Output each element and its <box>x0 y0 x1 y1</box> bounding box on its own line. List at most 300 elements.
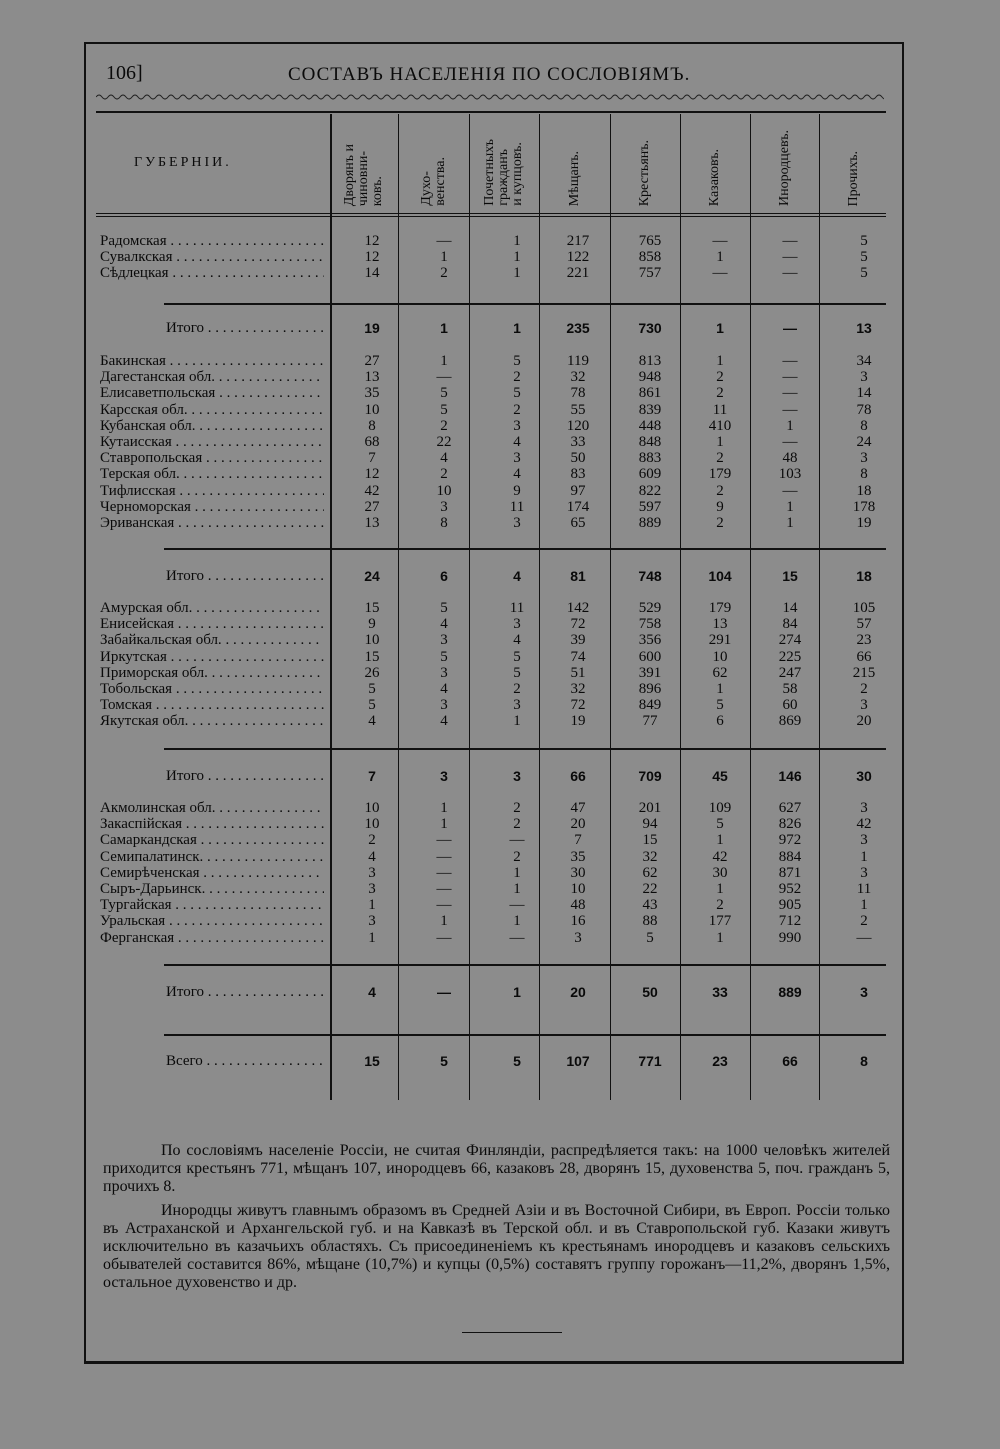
table-row <box>0 865 1000 881</box>
table-cell: 896 <box>638 681 662 697</box>
table-cell: 27 <box>364 498 380 515</box>
table-cell: 10 <box>364 816 380 833</box>
table-cell: 5 <box>860 265 868 282</box>
column-header <box>330 114 398 206</box>
table-row <box>0 466 1000 482</box>
table-cell: 4 <box>440 681 448 697</box>
table-cell: 13 <box>364 369 380 386</box>
row-label: Итого . . . <box>166 768 324 784</box>
table-cell: 84 <box>782 616 798 633</box>
table-cell: 3 <box>860 697 868 714</box>
table-cell: 8 <box>860 1053 868 1069</box>
group-total-rule <box>164 548 886 550</box>
table-cell: 10 <box>364 800 380 816</box>
table-cell: 813 <box>638 353 662 369</box>
table-cell: 3 <box>368 881 376 897</box>
row-label: Эриванская . . . <box>100 515 324 531</box>
table-cell: 5 <box>440 1053 448 1069</box>
table-row <box>0 402 1000 418</box>
table-cell: — <box>509 929 525 946</box>
table-cell: 889 <box>638 515 662 531</box>
row-label: Акмолинская обл. . . . <box>100 800 324 816</box>
table-cell: 10 <box>364 632 380 649</box>
table-cell: 1 <box>860 897 868 914</box>
table-cell: — <box>782 249 798 266</box>
table-cell: 3 <box>513 450 521 467</box>
table-cell: 11 <box>712 401 728 418</box>
table-cell: 34 <box>856 353 872 369</box>
header-top-rule <box>96 111 886 113</box>
table-cell: 3 <box>513 616 521 633</box>
table-cell: 221 <box>566 265 590 282</box>
table-cell: 179 <box>708 466 732 483</box>
table-row <box>0 265 1000 281</box>
table-row <box>0 233 1000 249</box>
table-cell: 12 <box>364 233 380 249</box>
table-row <box>0 930 1000 946</box>
table-cell: 952 <box>778 881 802 897</box>
table-cell: 1 <box>368 929 376 946</box>
table-cell: 10 <box>364 401 380 418</box>
table-cell: — <box>437 984 451 1000</box>
table-cell: 990 <box>778 929 802 946</box>
table-cell: 10 <box>712 648 728 665</box>
table-cell: 391 <box>638 664 662 681</box>
table-row <box>0 881 1000 897</box>
row-label: Амурская обл. . . . <box>100 600 324 616</box>
table-cell: 1 <box>860 848 868 865</box>
table-cell: 43 <box>642 897 658 914</box>
table-cell: 18 <box>856 568 872 584</box>
table-cell: 120 <box>566 417 590 434</box>
table-cell: 13 <box>364 515 380 531</box>
table-cell: 1 <box>513 881 521 897</box>
table-cell: 11 <box>509 498 525 515</box>
table-row <box>0 897 1000 913</box>
table-cell: 13 <box>856 320 872 336</box>
table-cell: 1 <box>716 434 724 450</box>
table-cell: 730 <box>638 320 662 336</box>
row-label: Енисейская . . . <box>100 616 324 632</box>
row-label: Елисаветпольская . . . <box>100 385 324 401</box>
table-cell: 889 <box>778 984 802 1000</box>
table-cell: 839 <box>638 401 662 418</box>
table-cell: 1 <box>513 249 521 266</box>
table-cell: 748 <box>638 568 662 584</box>
table-cell: — <box>782 482 798 499</box>
table-row <box>0 816 1000 832</box>
table-cell: — <box>712 233 728 249</box>
table-cell: 5 <box>513 385 521 402</box>
table-cell: 5 <box>368 697 376 714</box>
table-cell: 12 <box>364 249 380 266</box>
table-cell: 78 <box>570 385 586 402</box>
table-cell: 66 <box>782 1053 798 1069</box>
table-cell: — <box>509 897 525 914</box>
table-cell: 42 <box>364 482 380 499</box>
table-cell: 2 <box>716 897 724 914</box>
table-cell: 1 <box>513 265 521 282</box>
table-cell: 3 <box>440 498 448 515</box>
row-label: Всего . . . <box>166 1053 324 1069</box>
table-cell: 858 <box>638 249 662 266</box>
table-cell: 884 <box>778 848 802 865</box>
table-cell: 15 <box>364 648 380 665</box>
table-cell: 3 <box>368 913 376 930</box>
table-cell: 972 <box>778 832 802 849</box>
table-cell: 30 <box>570 864 586 881</box>
table-cell: — <box>782 353 798 369</box>
table-cell: 948 <box>638 369 662 386</box>
table-cell: — <box>436 929 452 946</box>
table-row <box>0 499 1000 515</box>
group-total-rule <box>164 964 886 966</box>
table-cell: 905 <box>778 897 802 914</box>
total-row <box>0 1053 1000 1069</box>
table-cell: 2 <box>716 369 724 386</box>
table-cell: 30 <box>856 768 872 784</box>
table-cell: 146 <box>778 768 802 784</box>
table-row <box>0 632 1000 648</box>
table-cell: 74 <box>570 648 586 665</box>
table-row <box>0 832 1000 848</box>
table-cell: 9 <box>716 498 724 515</box>
table-cell: 2 <box>860 913 868 930</box>
total-row <box>0 984 1000 1000</box>
table-cell: 5 <box>440 401 448 418</box>
table-cell: 3 <box>860 864 868 881</box>
table-cell: 109 <box>708 800 732 816</box>
row-label: Сыръ-Дарьинск. . . . <box>100 881 324 897</box>
table-cell: 8 <box>860 417 868 434</box>
row-label: Иркутская . . . <box>100 649 324 665</box>
table-cell: 627 <box>778 800 802 816</box>
table-cell: 1 <box>513 320 521 336</box>
table-cell: 2 <box>513 369 521 386</box>
row-label: Забайкальская обл. . . . <box>100 632 324 648</box>
table-cell: 78 <box>856 401 872 418</box>
row-label: Итого . . . <box>166 320 324 336</box>
table-cell: 68 <box>364 434 380 450</box>
table-cell: — <box>783 320 797 336</box>
table-cell: — <box>782 233 798 249</box>
table-cell: 177 <box>708 913 732 930</box>
table-cell: 179 <box>708 600 732 616</box>
table-cell: 48 <box>782 450 798 467</box>
paragraph-1: По сословіямъ населеніе Россіи, не считая Финляндіи, распредѣляется такъ: на 1000 человѣкъ жителей приходится крестьянъ 771, мѣщанъ 107, инородцевъ 66, казаковъ 28, дворянъ 15, духовенства 5, поч. гражданъ 5, прочихъ 8. <box>103 1142 890 1195</box>
table-cell: 3 <box>368 864 376 881</box>
group-total-rule <box>164 748 886 750</box>
table-cell: 1 <box>440 249 448 266</box>
header-bottom-rule <box>96 213 886 214</box>
table-cell: 1 <box>716 353 724 369</box>
row-label: Якутская обл. . . . <box>100 713 324 729</box>
row-label: Тургайская . . . <box>100 897 324 913</box>
table-cell: 5 <box>513 1053 521 1069</box>
table-cell: 4 <box>513 434 521 450</box>
table-cell: 14 <box>364 265 380 282</box>
table-cell: 5 <box>368 681 376 697</box>
table-cell: — <box>436 233 452 249</box>
table-row <box>0 600 1000 616</box>
table-cell: — <box>436 848 452 865</box>
table-cell: 5 <box>440 385 448 402</box>
column-header-label: Прочихъ. <box>845 150 861 206</box>
table-cell: 5 <box>716 697 724 714</box>
table-row <box>0 697 1000 713</box>
row-label: Кубанская обл. . . . <box>100 418 324 434</box>
end-rule <box>462 1332 562 1333</box>
page-number: 106] <box>106 62 143 84</box>
row-label: Семипалатинск. . . . <box>100 849 324 865</box>
table-cell: 274 <box>778 632 802 649</box>
table-cell: 10 <box>436 482 452 499</box>
table-cell: 50 <box>642 984 658 1000</box>
table-cell: 5 <box>513 664 521 681</box>
table-cell: 1 <box>716 681 724 697</box>
table-cell: 2 <box>716 385 724 402</box>
table-row <box>0 434 1000 450</box>
table-cell: 4 <box>368 984 376 1000</box>
table-row <box>0 385 1000 401</box>
table-cell: 20 <box>856 713 872 730</box>
table-cell: 5 <box>646 929 654 946</box>
table-row <box>0 665 1000 681</box>
table-cell: 81 <box>570 568 586 584</box>
table-cell: 15 <box>782 568 798 584</box>
table-cell: 3 <box>513 417 521 434</box>
table-cell: 757 <box>638 265 662 282</box>
table-cell: — <box>436 881 452 897</box>
table-row <box>0 353 1000 369</box>
table-row <box>0 369 1000 385</box>
total-row <box>0 568 1000 584</box>
table-cell: 51 <box>570 664 586 681</box>
table-cell: 6 <box>716 713 724 730</box>
row-label: Терская обл. . . . <box>100 466 324 482</box>
table-cell: 142 <box>566 600 590 616</box>
column-header <box>398 114 469 206</box>
table-cell: 3 <box>860 800 868 816</box>
table-cell: 235 <box>566 320 590 336</box>
table-cell: 19 <box>856 515 872 531</box>
table-cell: 1 <box>513 984 521 1000</box>
table-cell: 27 <box>364 353 380 369</box>
table-cell: 18 <box>856 482 872 499</box>
table-cell: 9 <box>368 616 376 633</box>
column-header <box>539 114 610 206</box>
row-label: Закаспійская . . . <box>100 816 324 832</box>
table-cell: 2 <box>860 681 868 697</box>
table-cell: 4 <box>368 713 376 730</box>
table-cell: 103 <box>778 466 802 483</box>
table-cell: 1 <box>440 913 448 930</box>
table-cell: 32 <box>642 848 658 865</box>
table-cell: 72 <box>570 697 586 714</box>
table-cell: 217 <box>566 233 590 249</box>
table-cell: 30 <box>712 864 728 881</box>
table-row <box>0 800 1000 816</box>
table-cell: 3 <box>440 768 448 784</box>
table-cell: 712 <box>778 913 802 930</box>
table-cell: 3 <box>860 369 868 386</box>
table-cell: 23 <box>856 632 872 649</box>
table-cell: 35 <box>364 385 380 402</box>
table-cell: 58 <box>782 681 798 697</box>
table-cell: 14 <box>782 600 798 616</box>
table-cell: 861 <box>638 385 662 402</box>
row-label: Ферганская . . . <box>100 930 324 946</box>
table-cell: 4 <box>440 450 448 467</box>
table-cell: 26 <box>364 664 380 681</box>
table-cell: 3 <box>513 515 521 531</box>
table-row <box>0 249 1000 265</box>
table-cell: 83 <box>570 466 586 483</box>
row-label: Черноморская . . . <box>100 499 324 515</box>
table-cell: 33 <box>712 984 728 1000</box>
table-cell: 215 <box>852 664 876 681</box>
table-cell: 7 <box>368 450 376 467</box>
table-cell: 2 <box>440 466 448 483</box>
table-cell: 758 <box>638 616 662 633</box>
row-label: Бакинская . . . <box>100 353 324 369</box>
column-header <box>819 114 888 206</box>
table-cell: 12 <box>364 466 380 483</box>
table-cell: 39 <box>570 632 586 649</box>
table-cell: 2 <box>513 800 521 816</box>
table-cell: 1 <box>786 498 794 515</box>
text-block <box>103 1142 890 1292</box>
table-cell: 3 <box>513 768 521 784</box>
table-cell: — <box>782 401 798 418</box>
table-cell: 3 <box>574 929 582 946</box>
table-cell: 709 <box>638 768 662 784</box>
table-row <box>0 483 1000 499</box>
table-cell: — <box>782 434 798 450</box>
table-cell: — <box>436 369 452 386</box>
table-cell: 122 <box>566 249 590 266</box>
column-header <box>610 114 680 206</box>
table-cell: 1 <box>368 897 376 914</box>
table-cell: 2 <box>716 450 724 467</box>
table-cell: 65 <box>570 515 586 531</box>
table-cell: 2 <box>513 816 521 833</box>
row-label: Уральская . . . <box>100 913 324 929</box>
table-cell: 1 <box>786 417 794 434</box>
row-header: ГУБЕРНІИ. <box>134 155 232 170</box>
column-header-label: Почетныхъ гражданъ и купцовъ. <box>482 139 525 206</box>
table-cell: 5 <box>440 600 448 616</box>
table-cell: 57 <box>856 616 872 633</box>
row-label: Итого . . . <box>166 984 324 1000</box>
table-cell: 119 <box>567 353 589 369</box>
table-cell: 19 <box>570 713 586 730</box>
table-cell: 826 <box>778 816 802 833</box>
table-cell: 13 <box>712 616 728 633</box>
table-cell: 848 <box>638 434 662 450</box>
table-cell: 35 <box>570 848 586 865</box>
table-cell: 97 <box>570 482 586 499</box>
wavy-rule <box>96 92 884 102</box>
table-cell: 1 <box>786 515 794 531</box>
table-cell: 107 <box>566 1053 590 1069</box>
table-cell: 62 <box>712 664 728 681</box>
group-total-rule <box>164 303 886 305</box>
row-label: Кутаисская . . . <box>100 434 324 450</box>
table-cell: 94 <box>642 816 658 833</box>
header-bottom-rule-2 <box>96 216 886 217</box>
table-cell: 174 <box>566 498 590 515</box>
table-cell: 22 <box>642 881 658 897</box>
column-header-label: Инородцевъ. <box>776 129 792 206</box>
table-cell: 88 <box>642 913 658 930</box>
table-cell: 883 <box>638 450 662 467</box>
table-cell: 66 <box>856 648 872 665</box>
table-cell: 2 <box>716 515 724 531</box>
table-cell: 3 <box>440 632 448 649</box>
table-cell: 771 <box>638 1053 662 1069</box>
table-cell: 5 <box>513 353 521 369</box>
table-cell: 2 <box>716 482 724 499</box>
row-label: Ставропольская . . . <box>100 450 324 466</box>
table-cell: 1 <box>513 233 521 249</box>
table-cell: 1 <box>440 320 448 336</box>
table-row <box>0 681 1000 697</box>
table-row <box>0 713 1000 729</box>
table-cell: 15 <box>642 832 658 849</box>
table-cell: 869 <box>778 713 802 730</box>
table-cell: 20 <box>570 984 586 1000</box>
table-cell: 3 <box>860 450 868 467</box>
table-cell: 2 <box>513 681 521 697</box>
table-cell: 291 <box>708 632 732 649</box>
table-cell: 1 <box>716 929 724 946</box>
table-cell: 1 <box>716 249 724 266</box>
table-cell: 62 <box>642 864 658 881</box>
table-cell: 765 <box>638 233 662 249</box>
table-cell: 2 <box>440 265 448 282</box>
table-cell: 3 <box>860 984 868 1000</box>
table-cell: 5 <box>513 648 521 665</box>
table-cell: 4 <box>513 568 521 584</box>
table-cell: 9 <box>513 482 521 499</box>
row-label: Тифлисская . . . <box>100 483 324 499</box>
row-label: Самаркандская . . . <box>100 832 324 848</box>
row-label: Дагестанская обл. . . . <box>100 369 324 385</box>
table-cell: 7 <box>368 768 376 784</box>
table-cell: 20 <box>570 816 586 833</box>
table-cell: 1 <box>513 713 521 730</box>
column-header-label: Казаковъ. <box>707 148 722 206</box>
table-cell: — <box>436 897 452 914</box>
table-cell: — <box>782 369 798 386</box>
table-cell: 6 <box>440 568 448 584</box>
table-cell: 5 <box>716 816 724 833</box>
table-cell: 4 <box>513 466 521 483</box>
table-cell: 448 <box>638 417 662 434</box>
row-label: Карсская обл. . . . <box>100 402 324 418</box>
table-row <box>0 616 1000 632</box>
table-cell: 8 <box>368 417 376 434</box>
row-label: Радомская . . . <box>100 233 324 249</box>
table-cell: 849 <box>638 697 662 714</box>
table-cell: 3 <box>440 697 448 714</box>
table-cell: 1 <box>716 832 724 849</box>
table-cell: 72 <box>570 616 586 633</box>
table-row <box>0 649 1000 665</box>
table-cell: 178 <box>852 498 876 515</box>
table-cell: 22 <box>436 434 452 450</box>
